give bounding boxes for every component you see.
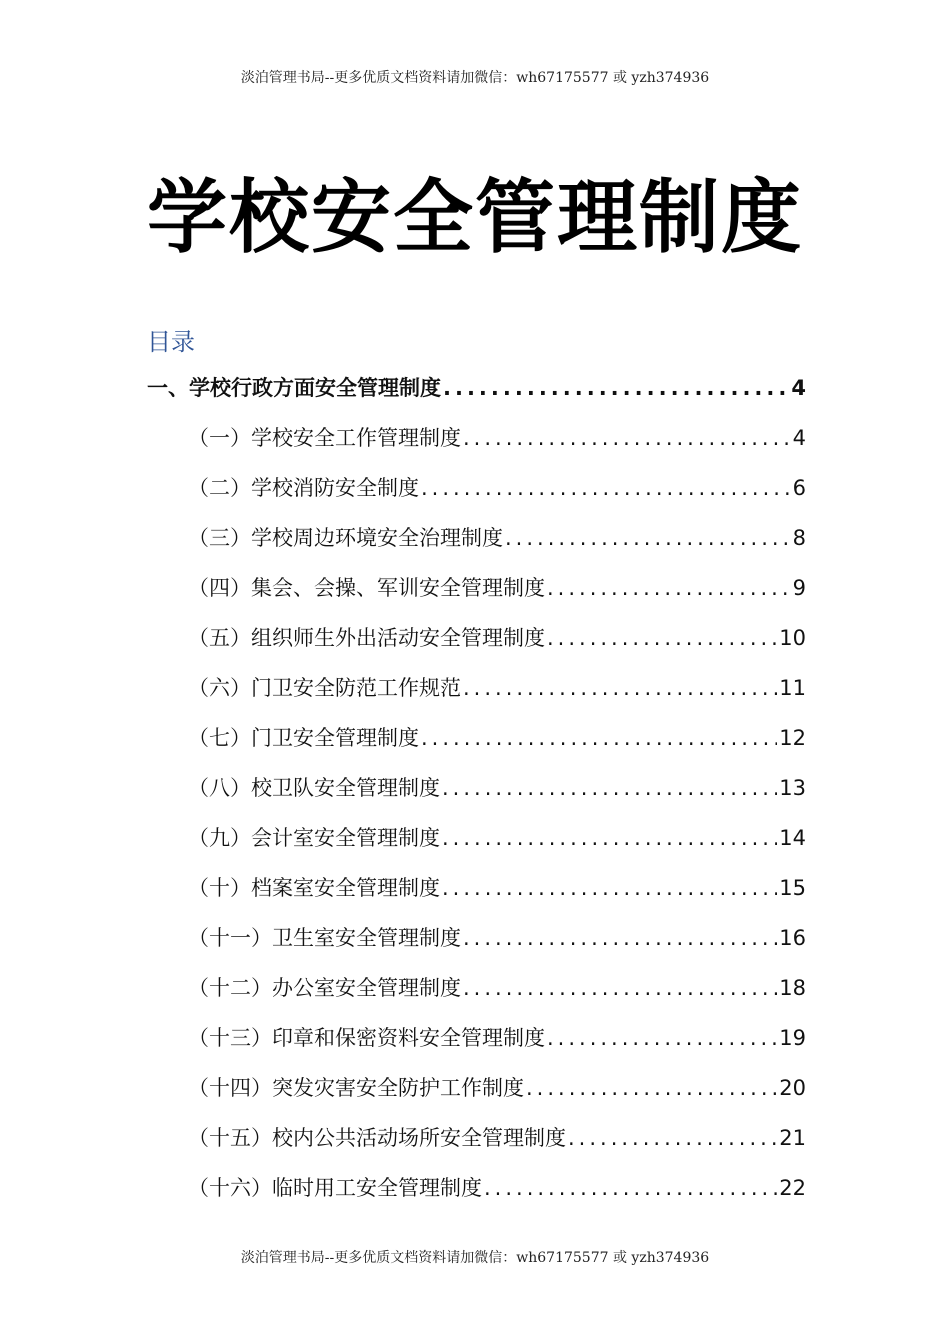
- toc-leader-dots: [547, 1022, 777, 1054]
- toc-entry-page: 13: [779, 776, 806, 800]
- toc-entry-page: 20: [779, 1076, 806, 1100]
- toc-entry[interactable]: [188, 1072, 806, 1104]
- toc-entry-title: （四）集会、会操、军训安全管理制度: [188, 576, 545, 600]
- toc-leader-dots: [421, 722, 777, 754]
- toc-entry[interactable]: [188, 872, 806, 904]
- toc-entry[interactable]: [188, 722, 806, 754]
- toc-entry-title: （二）学校消防安全制度: [188, 476, 419, 500]
- toc-entry-title: （十六）临时用工安全管理制度: [188, 1176, 482, 1200]
- toc-entry-page: 6: [792, 476, 806, 500]
- toc-entry-title: （八）校卫队安全管理制度: [188, 776, 440, 800]
- toc-entry[interactable]: [188, 1122, 806, 1154]
- toc-entry-title: （三）学校周边环境安全治理制度: [188, 526, 503, 550]
- toc-leader-dots: [505, 522, 791, 554]
- toc-entry-title: （十三）印章和保密资料安全管理制度: [188, 1026, 545, 1050]
- toc-entry-page: 19: [779, 1026, 806, 1050]
- toc-entry[interactable]: [188, 622, 806, 654]
- toc-entry-page: 18: [779, 976, 806, 1000]
- toc-entry-title: （六）门卫安全防范工作规范: [188, 676, 461, 700]
- toc-leader-dots: [442, 772, 777, 804]
- toc-entry[interactable]: [188, 572, 806, 604]
- document-title: 学校安全管理制度: [147, 171, 803, 264]
- toc-entry[interactable]: [147, 372, 806, 404]
- toc-leader-dots: [421, 472, 791, 504]
- toc-entry-page: 9: [792, 576, 806, 600]
- toc-entry-page: 16: [779, 926, 806, 950]
- toc-leader-dots: [463, 972, 777, 1004]
- toc-entry[interactable]: [188, 922, 806, 954]
- toc-entry-page: 10: [779, 626, 806, 650]
- toc-entry-title: （十四）突发灾害安全防护工作制度: [188, 1076, 524, 1100]
- toc-entry-page: 4: [791, 376, 806, 400]
- page-header: 淡泊管理书局--更多优质文档资料请加微信：wh67175577 或 yzh374936: [240, 70, 710, 86]
- toc-leader-dots: [463, 672, 777, 704]
- toc-leader-dots: [547, 572, 791, 604]
- toc-leader-dots: [484, 1172, 777, 1204]
- toc-leader-dots: [568, 1122, 777, 1154]
- toc-entry[interactable]: [188, 772, 806, 804]
- toc-leader-dots: [526, 1072, 777, 1104]
- page-footer: 淡泊管理书局--更多优质文档资料请加微信：wh67175577 或 yzh374936: [240, 1250, 710, 1266]
- toc-entry-title: （七）门卫安全管理制度: [188, 726, 419, 750]
- toc-entry-page: 15: [779, 876, 806, 900]
- toc-entry-page: 21: [779, 1126, 806, 1150]
- toc-entry[interactable]: [188, 972, 806, 1004]
- toc-entry-title: （九）会计室安全管理制度: [188, 826, 440, 850]
- toc-entry-page: 12: [779, 726, 806, 750]
- toc-entry[interactable]: [188, 1022, 806, 1054]
- toc-entry-title: （十二）办公室安全管理制度: [188, 976, 461, 1000]
- toc-entry[interactable]: [188, 822, 806, 854]
- toc-entry-page: 8: [792, 526, 806, 550]
- toc-entry-title: （十五）校内公共活动场所安全管理制度: [188, 1126, 566, 1150]
- toc-entry-page: 14: [779, 826, 806, 850]
- toc-entry[interactable]: [188, 672, 806, 704]
- toc-entry[interactable]: [188, 1172, 806, 1204]
- toc-leader-dots: [463, 422, 791, 454]
- toc-leader-dots: [463, 922, 777, 954]
- toc-entry-page: 11: [779, 676, 806, 700]
- toc-heading: 目录: [147, 328, 195, 356]
- toc-leader-dots: [442, 872, 777, 904]
- toc-leader-dots: [442, 822, 777, 854]
- toc-entry[interactable]: [188, 522, 806, 554]
- toc-entry[interactable]: [188, 472, 806, 504]
- toc-entry-page: 22: [779, 1176, 806, 1200]
- toc-entry-title: （五）组织师生外出活动安全管理制度: [188, 626, 545, 650]
- toc-entry-title: （十一）卫生室安全管理制度: [188, 926, 461, 950]
- toc-entry-title: （十）档案室安全管理制度: [188, 876, 440, 900]
- toc-entry-title: （一）学校安全工作管理制度: [188, 426, 461, 450]
- toc-leader-dots: [547, 622, 777, 654]
- toc-entry-page: 4: [792, 426, 806, 450]
- toc-leader-dots: [443, 372, 789, 404]
- toc-entry-title: 一、学校行政方面安全管理制度: [147, 376, 441, 400]
- toc-entry[interactable]: [188, 422, 806, 454]
